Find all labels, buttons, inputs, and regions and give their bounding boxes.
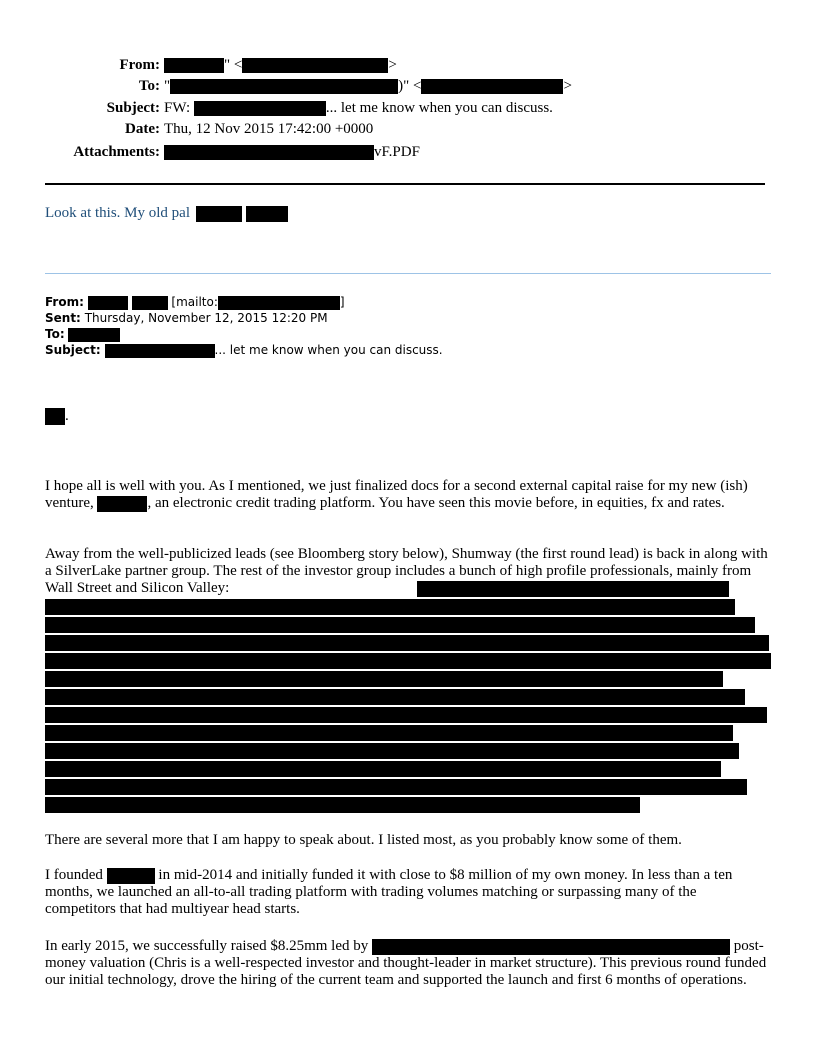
p4-text-a: I founded (45, 867, 103, 883)
redaction (45, 779, 747, 795)
redaction (242, 58, 388, 73)
from-value (164, 56, 397, 74)
to-value (164, 77, 572, 95)
redaction (45, 635, 769, 651)
attachments-value (164, 143, 420, 161)
redaction (246, 206, 288, 222)
redaction (68, 328, 120, 342)
fwd-sent-value: Thursday, November 12, 2015 12:20 PM (84, 311, 328, 325)
note-text: Look at this. My old pal (45, 205, 190, 221)
redaction (417, 581, 729, 597)
redaction (194, 101, 326, 116)
fwd-subject-suffix: ... let me know when you can discuss. (214, 343, 443, 357)
to-label: To: (138, 78, 160, 94)
redaction (164, 145, 374, 160)
redaction (107, 868, 155, 884)
redaction (45, 761, 721, 777)
fwd-subject-row (45, 342, 443, 358)
p1-text-b: , an electronic credit trading platform. You have seen this movie before, in equities, fx and rates. (147, 495, 725, 511)
p1-text-a: I hope all is well with you. As I mentioned, we just finalized docs for a second external capital raise for my new (ish) venture, (45, 478, 748, 511)
paragraph-5 (45, 938, 770, 989)
date-label: Date: (125, 121, 160, 137)
redaction (218, 296, 340, 310)
subject-prefix: FW: (164, 100, 191, 116)
forward-note (45, 205, 288, 222)
redaction (88, 296, 128, 310)
redaction (45, 599, 735, 615)
fwd-subject-label: Subject: (45, 343, 101, 357)
redaction (132, 296, 168, 310)
fwd-to-row (45, 326, 120, 342)
header-divider (45, 183, 765, 185)
redaction (196, 206, 242, 222)
redaction (164, 58, 224, 73)
fwd-sent-row (45, 310, 328, 326)
p5-text-b: post-money valuation (Chris is a well-respected investor and thought-leader in market structure). This previous round funded our initial technology, drove the hiring of the current team and supported the launch and first 6 months of operations. (45, 938, 767, 988)
redaction (45, 743, 739, 759)
redaction (45, 725, 733, 741)
from-end: > (388, 57, 397, 73)
redaction (372, 939, 730, 955)
to-mid: )" < (398, 78, 422, 94)
fwd-sent-label: Sent: (45, 311, 81, 325)
forward-divider (45, 273, 771, 274)
redaction (45, 671, 723, 687)
paragraph-4 (45, 867, 770, 918)
redaction (105, 344, 215, 358)
p4-text-b: in mid-2014 and initially funded it with close to $8 million of my own money. In less than a ten months, we launched an all-to-all trading platform with trading volumes matching or surpassing many of the competitors that had multiyear head starts. (45, 867, 733, 917)
redaction (97, 496, 147, 512)
redaction (45, 617, 755, 633)
redacted-investor-list (45, 580, 775, 816)
subject-value (164, 99, 553, 117)
redaction (45, 653, 771, 669)
redaction (45, 408, 65, 425)
paragraph-3 (45, 832, 770, 849)
redaction (45, 707, 767, 723)
greeting (45, 408, 770, 425)
subject-label: Subject: (106, 100, 160, 116)
p2-text: Away from the well-publicized leads (see Bloomberg story below), Shumway (the first round lead) is back in along with a SilverLake partner group. The rest of the investor group includes a bunch of high profile professionals, mainly from Wall Street and Silicon Valley: (45, 546, 768, 596)
from-label: From: (119, 57, 160, 73)
p5-text-a: In early 2015, we successfully raised $8.25mm led by (45, 938, 369, 954)
greeting-end: . (65, 408, 69, 424)
fwd-from-label: From: (45, 295, 84, 309)
fwd-mailto-end: ] (339, 295, 345, 309)
to-quote: " (164, 78, 171, 94)
attachments-label: Attachments: (73, 144, 160, 160)
fwd-mailto: [mailto: (171, 295, 218, 309)
to-end: > (563, 78, 572, 94)
attachment-name: vF.PDF (374, 144, 420, 160)
redaction (45, 689, 745, 705)
subject-suffix: ... let me know when you can discuss. (325, 100, 553, 116)
date-value: Thu, 12 Nov 2015 17:42:00 +0000 (164, 121, 374, 137)
p3-text: There are several more that I am happy to speak about. I listed most, as you probably know some of them. (45, 832, 682, 848)
redaction (45, 797, 640, 813)
fwd-to-label: To: (45, 327, 65, 341)
from-separator: " < (224, 57, 243, 73)
fwd-from-row (45, 294, 345, 310)
redaction (170, 79, 398, 94)
redaction (421, 79, 563, 94)
paragraph-1 (45, 478, 770, 512)
